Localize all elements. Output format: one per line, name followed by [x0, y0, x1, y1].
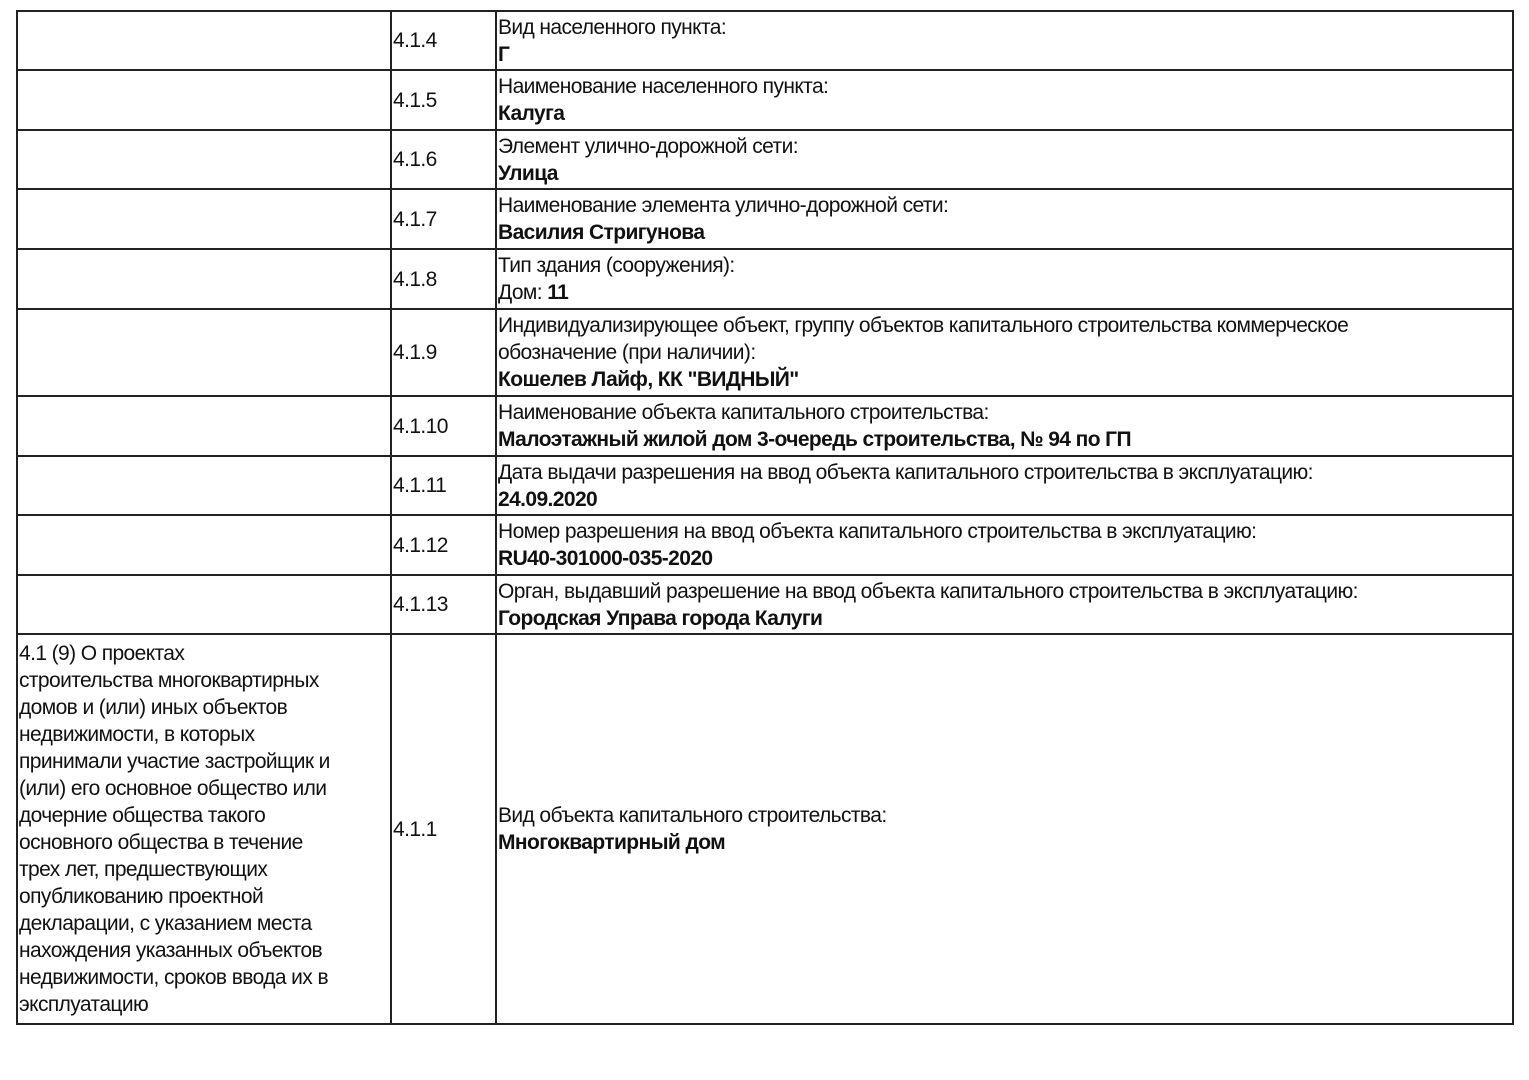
item-content — [496, 634, 1513, 1024]
section-cell — [17, 396, 391, 456]
item-content — [496, 396, 1513, 456]
item-content — [496, 70, 1513, 130]
item-content — [496, 456, 1513, 515]
table-row — [17, 515, 1513, 575]
item-number: 4.1.13 — [391, 575, 496, 634]
item-value: RU40-301000-035-2020 — [498, 547, 713, 570]
item-number: 4.1.8 — [391, 249, 496, 309]
item-value-prefix: Дом: — [498, 281, 548, 304]
item-content — [496, 130, 1513, 189]
section-cell — [17, 189, 391, 249]
item-number: 4.1.6 — [391, 130, 496, 189]
item-content — [496, 249, 1513, 309]
item-content — [496, 515, 1513, 575]
table-row — [17, 189, 1513, 249]
item-value: Улица — [498, 161, 558, 185]
item-value-line — [498, 486, 1512, 513]
item-label: Вид объекта капитального строительства: — [498, 804, 887, 827]
item-label: Номер разрешения на ввод объекта капитального строительства в эксплуатацию: — [498, 520, 1257, 543]
table-row — [17, 575, 1513, 634]
item-content — [496, 189, 1513, 249]
item-number: 4.1.9 — [391, 309, 496, 396]
section-cell: 4.1 (9) О проектах строительства многоквартирных домов и (или) иных объектов недвижимости, в которых принимали участие застройщик и (или) его основное общество или дочерние общества такого основного общества в течение трех лет, предшествующих опубликованию проектной декларации, с указанием места нахождения указанных объектов недвижимости, сроков ввода их в эксплуатацию — [17, 634, 391, 1024]
section-cell — [17, 11, 391, 70]
item-value-line — [498, 545, 1512, 572]
item-label: Орган, выдавший разрешение на ввод объекта капитального строительства в эксплуатацию: — [498, 579, 1358, 603]
table-row — [17, 249, 1513, 309]
item-value: Калуга — [498, 102, 565, 125]
section-cell — [17, 456, 391, 515]
item-number: 4.1.4 — [391, 11, 496, 70]
item-number: 4.1.7 — [391, 189, 496, 249]
item-label: Наименование объекта капитального строительства: — [498, 401, 989, 424]
item-value: 24.09.2020 — [498, 487, 598, 511]
item-content — [496, 11, 1513, 70]
section-cell — [17, 70, 391, 130]
table-row — [17, 130, 1513, 189]
table-body — [17, 11, 1513, 1024]
item-number: 4.1.11 — [391, 456, 496, 515]
item-value: Василия Стригунова — [498, 221, 705, 244]
section-cell — [17, 309, 391, 396]
table-row — [17, 396, 1513, 456]
item-value-line — [498, 426, 1512, 453]
item-value-line — [498, 41, 1512, 68]
item-value: Г — [498, 42, 510, 66]
item-number: 4.1.10 — [391, 396, 496, 456]
item-content — [496, 575, 1513, 634]
item-value: Многоквартирный дом — [498, 831, 726, 854]
declaration-table — [16, 10, 1514, 1025]
item-value: Малоэтажный жилой дом 3-очередь строительства, № 94 по ГП — [498, 428, 1131, 451]
item-label: Элемент улично-дорожной сети: — [498, 134, 798, 158]
section-cell — [17, 249, 391, 309]
item-value-line — [498, 605, 1512, 632]
table-row — [17, 634, 1513, 1024]
section-cell — [17, 575, 391, 634]
item-content — [496, 309, 1513, 396]
item-value-line — [498, 219, 1512, 246]
table-row — [17, 70, 1513, 130]
item-value-line — [498, 366, 1512, 393]
item-number: 4.1.1 — [391, 634, 496, 1024]
item-label: Индивидуализирующее объект, группу объектов капитального строительства коммерческое обозначение (при наличии): — [498, 314, 1349, 364]
item-label: Вид населенного пункта: — [498, 15, 727, 39]
item-label: Наименование элемента улично-дорожной сети: — [498, 194, 949, 217]
item-value-line — [498, 160, 1512, 187]
section-cell — [17, 130, 391, 189]
item-value: Городская Управа города Калуги — [498, 606, 823, 630]
item-value: Кошелев Лайф, КК "ВИДНЫЙ" — [498, 368, 799, 391]
item-value-line — [498, 829, 1512, 856]
item-number: 4.1.5 — [391, 70, 496, 130]
item-label: Тип здания (сооружения): — [498, 254, 735, 277]
item-value: 11 — [547, 281, 569, 304]
item-label: Наименование населенного пункта: — [498, 75, 829, 98]
table-row — [17, 456, 1513, 515]
section-cell — [17, 515, 391, 575]
item-value-line — [498, 279, 1512, 306]
table-row — [17, 309, 1513, 396]
item-label: Дата выдачи разрешения на ввод объекта капитального строительства в эксплуатацию: — [498, 460, 1313, 484]
table-row — [17, 11, 1513, 70]
item-number: 4.1.12 — [391, 515, 496, 575]
item-value-line — [498, 100, 1512, 127]
